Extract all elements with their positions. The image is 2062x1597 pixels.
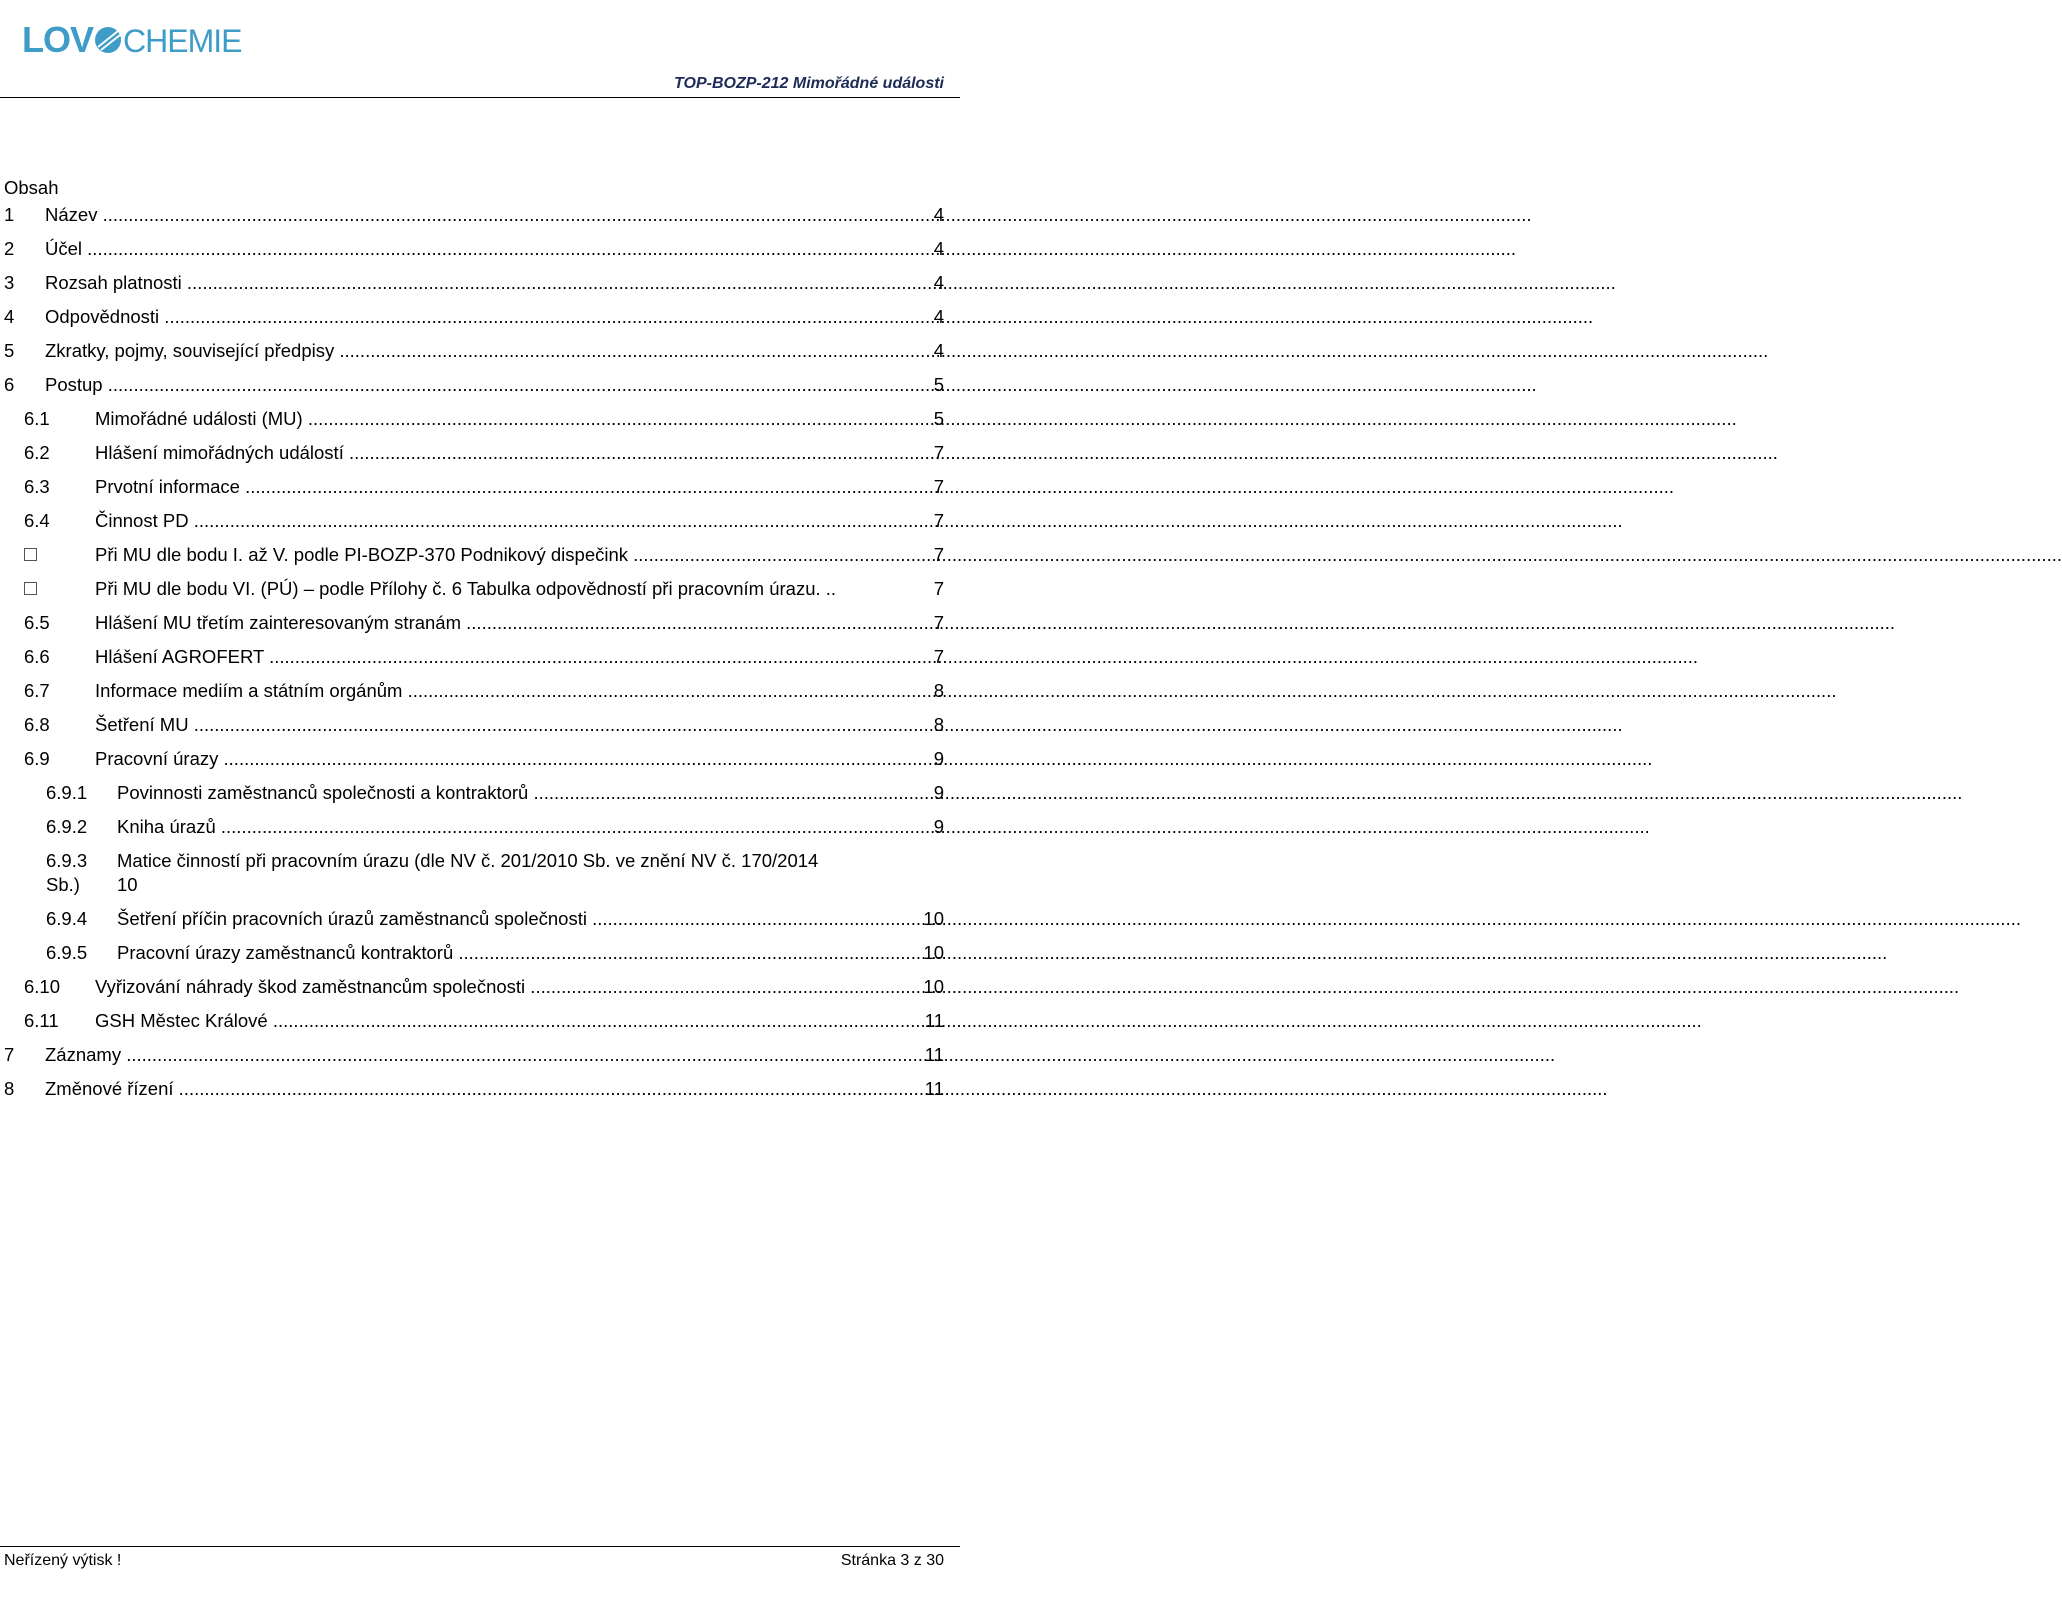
toc-entry[interactable] xyxy=(24,441,944,465)
toc-entry-title: Při MU dle bodu I. až V. podle PI-BOZP-370 Podnikový dispečink ..... xyxy=(95,543,931,567)
toc-entry-page: 4 xyxy=(933,204,944,225)
toc-entry-number-block xyxy=(46,849,117,897)
toc-entry-number: 3 xyxy=(4,272,15,293)
toc-entry[interactable] xyxy=(46,815,944,839)
toc-entry-title: Zkratky, pojmy, související předpisy ..... xyxy=(45,339,931,363)
toc-entry-title: Hlášení AGROFERT ..... xyxy=(95,645,931,669)
toc-entry-number: 6.1 xyxy=(24,408,50,429)
page-footer xyxy=(0,1540,960,1597)
page-header xyxy=(0,0,960,100)
toc-entry-title: Pracovní úrazy ..... xyxy=(95,747,931,771)
toc-entry-title: Hlášení mimořádných událostí ..... xyxy=(95,441,931,465)
toc-entry-page: 7 xyxy=(933,646,944,667)
toc-entry-page: 9 xyxy=(933,816,944,837)
toc-entry-title: Záznamy ..... xyxy=(45,1043,922,1067)
toc-entry-title: Povinnosti zaměstnanců společnosti a kontraktorů ..... xyxy=(117,781,931,805)
toc-entry-page: 7 xyxy=(933,544,944,565)
toc-entry-title: Kniha úrazů ..... xyxy=(117,815,931,839)
toc-entry-title: Vyřizování náhrady škod zaměstnancům společnosti ..... xyxy=(95,975,920,999)
toc-entry-page: 7 xyxy=(933,442,944,463)
toc-entry-page: 11 xyxy=(924,1010,944,1031)
footer-divider xyxy=(0,1546,960,1547)
toc-entry[interactable] xyxy=(24,475,944,499)
toc-entry-title: Účel ..... xyxy=(45,237,931,261)
toc-entry[interactable] xyxy=(46,781,944,805)
toc-entry-number: 8 xyxy=(4,1078,15,1099)
toc-entry[interactable] xyxy=(4,237,944,261)
svg-text:LOV: LOV xyxy=(22,19,94,60)
toc-entry-page: 8 xyxy=(933,680,944,701)
toc-entry-number: 6.7 xyxy=(24,680,50,701)
svg-text:CHEMIE: CHEMIE xyxy=(123,23,242,59)
toc-entry[interactable] xyxy=(46,849,944,897)
toc-entry[interactable] xyxy=(46,941,944,965)
toc-entry[interactable] xyxy=(4,373,944,397)
toc-entry-number-continued: Sb.) xyxy=(46,874,80,895)
toc-entry-page: 8 xyxy=(933,714,944,735)
toc-entry-number: 6.4 xyxy=(24,510,50,531)
header-divider xyxy=(0,97,960,98)
toc-entry-number: 6.11 xyxy=(24,1010,59,1031)
toc-entry-bullet xyxy=(24,543,95,567)
toc-entry-number: 6.9.5 xyxy=(46,942,88,963)
toc-entry-number: 6.3 xyxy=(24,476,50,497)
toc-entry[interactable] xyxy=(4,271,944,295)
toc-entry-title: Postup ..... xyxy=(45,373,931,397)
page-number: Stránka 3 z 30 xyxy=(840,1552,944,1569)
toc-entry-page: 7 xyxy=(933,578,944,599)
toc-entry-title-block xyxy=(117,849,944,897)
toc-entry-number: 6.5 xyxy=(24,612,50,633)
toc-entry-title: Činnost PD ..... xyxy=(95,509,931,533)
toc-entry[interactable] xyxy=(24,509,944,533)
toc-entry-number: 7 xyxy=(4,1044,15,1065)
toc-entry-title: Pracovní úrazy zaměstnanců kontraktorů ..... xyxy=(117,941,920,965)
toc-entry[interactable] xyxy=(24,611,944,635)
toc-entry-title: Hlášení MU třetím zainteresovaným stranám ..... xyxy=(95,611,931,635)
toc-entry-page: 10 xyxy=(923,942,944,963)
toc-entry[interactable] xyxy=(24,645,944,669)
toc-entry-page: 7 xyxy=(933,612,944,633)
toc-entry-page: 11 xyxy=(924,1078,944,1099)
toc-entry[interactable] xyxy=(24,975,944,999)
toc-entry-title: Rozsah platnosti ..... xyxy=(45,271,931,295)
toc-entry-page: 9 xyxy=(933,782,944,803)
toc-entry-page: 10 xyxy=(923,908,944,929)
toc-entry-number: 6.6 xyxy=(24,646,50,667)
toc-entry-number: 6.9.1 xyxy=(46,782,88,803)
toc-entry-number: 4 xyxy=(4,306,15,327)
toc-entry-page: 4 xyxy=(933,238,944,259)
toc-entry-page: 9 xyxy=(933,748,944,769)
toc-entry-title: Šetření MU ..... xyxy=(95,713,931,737)
toc-entry[interactable] xyxy=(24,679,944,703)
toc-entry-page: 7 xyxy=(933,476,944,497)
toc-entry-title: Název ..... xyxy=(45,203,931,227)
document-code: TOP-BOZP-212 Mimořádné události xyxy=(674,75,944,92)
toc-entry-page: 5 xyxy=(933,374,944,395)
toc-entry-number: 6 xyxy=(4,374,15,395)
toc-entry-number: 6.8 xyxy=(24,714,50,735)
toc-entry[interactable] xyxy=(24,577,944,601)
uncontrolled-copy-notice: Neřízený výtisk ! xyxy=(4,1552,122,1569)
toc-entry-page: 4 xyxy=(933,306,944,327)
toc-entry-title: Informace mediím a státním orgánům ..... xyxy=(95,679,931,703)
toc-entry-page: 5 xyxy=(933,408,944,429)
toc-entry[interactable] xyxy=(24,713,944,737)
toc-entry-title: Odpovědnosti ..... xyxy=(45,305,931,329)
toc-entry[interactable] xyxy=(46,907,944,931)
toc-entry-page: 4 xyxy=(933,272,944,293)
toc-entry[interactable] xyxy=(24,407,944,431)
toc-entry-title: Změnové řízení ..... xyxy=(45,1077,922,1101)
toc-entry-number: 6.9 xyxy=(24,748,50,769)
toc-entry[interactable] xyxy=(24,543,944,567)
toc-entry-number: 2 xyxy=(4,238,15,259)
toc-entry-title: Matice činností při pracovním úrazu (dle NV č. 201/2010 Sb. ve znění NV č. 170/2014 xyxy=(117,850,819,871)
toc-entry-title: GSH Městec Králové ..... xyxy=(95,1009,922,1033)
toc-entry[interactable] xyxy=(4,339,944,363)
company-logo xyxy=(22,19,242,60)
toc-title: Obsah xyxy=(4,177,59,198)
toc-entry-number: 6.10 xyxy=(24,976,61,997)
toc-entry-number: 6.2 xyxy=(24,442,50,463)
toc-entry-page: 10 xyxy=(923,976,944,997)
toc-entry-title: Mimořádné události (MU) ..... xyxy=(95,407,931,431)
toc-entry-title: Při MU dle bodu VI. (PÚ) – podle Přílohy č. 6 Tabulka odpovědností při pracovním úrazu. .. xyxy=(95,578,837,599)
toc-entry-page: 4 xyxy=(933,340,944,361)
toc-entry[interactable] xyxy=(24,747,944,771)
toc-entry-bullet xyxy=(24,577,95,601)
toc-entry-number: 1 xyxy=(4,204,15,225)
toc-entry[interactable] xyxy=(4,1077,944,1101)
toc-entry-page: 7 xyxy=(933,510,944,531)
toc-entry-title: Prvotní informace ..... xyxy=(95,475,931,499)
empty-checkbox-icon xyxy=(24,548,37,561)
toc-entry-number: 6.9.2 xyxy=(46,816,88,837)
toc-entry-page: 11 xyxy=(924,1044,944,1065)
toc-entry-number: 6.9.3 xyxy=(46,850,88,871)
toc-entry-number: 6.9.4 xyxy=(46,908,88,929)
toc-entry-title: Šetření příčin pracovních úrazů zaměstnanců společnosti ..... xyxy=(117,907,920,931)
toc-entry[interactable] xyxy=(4,1043,944,1067)
empty-checkbox-icon xyxy=(24,582,37,595)
toc-entry[interactable] xyxy=(4,203,944,227)
toc-entry-page: 10 xyxy=(117,874,138,895)
toc-entry[interactable] xyxy=(24,1009,944,1033)
toc-entry-number: 5 xyxy=(4,340,15,361)
toc-entry[interactable] xyxy=(4,305,944,329)
